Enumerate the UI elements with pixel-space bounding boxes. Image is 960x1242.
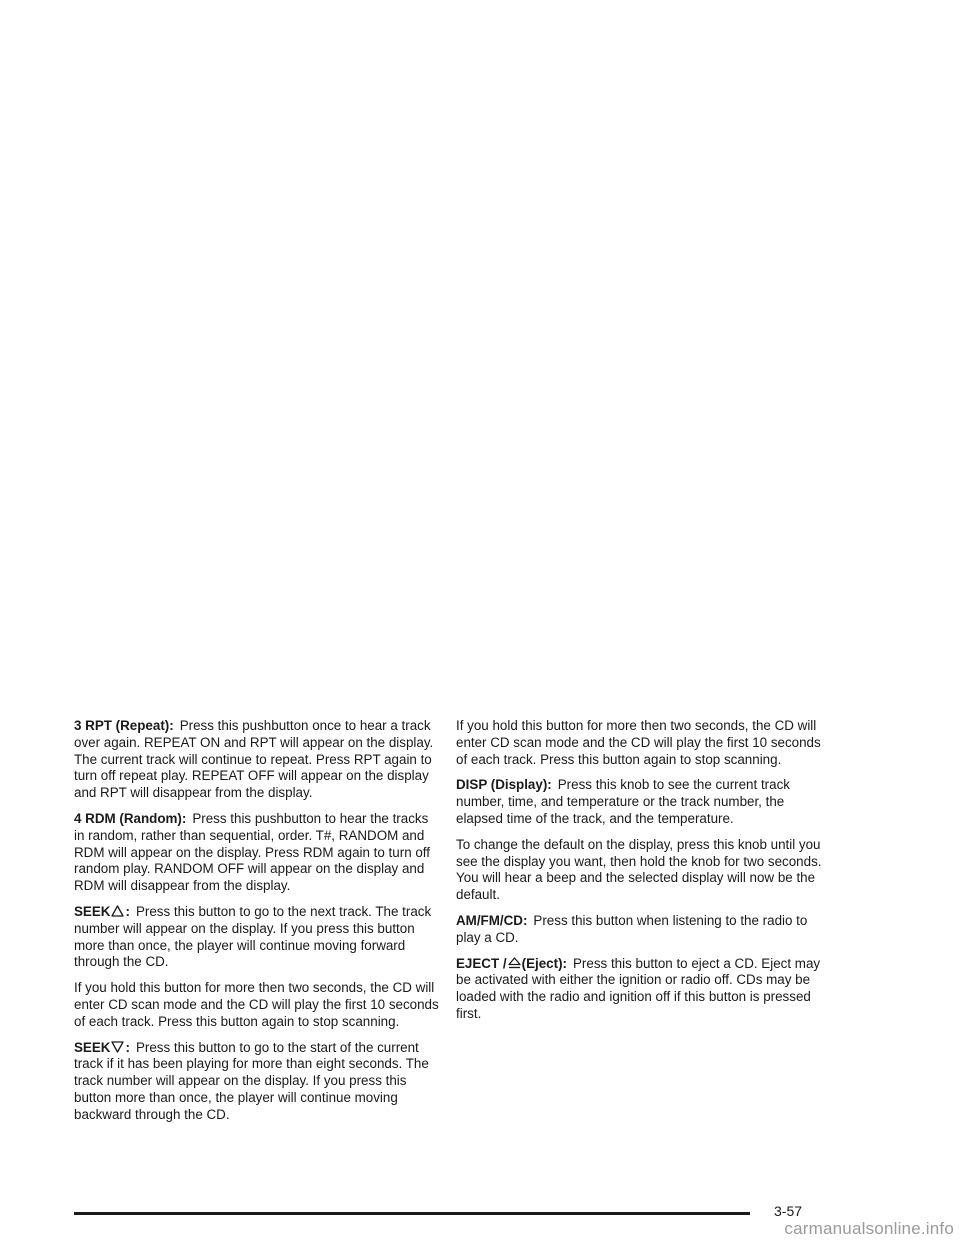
right-column (456, 718, 822, 1032)
amfmcd-body: Press this button when listening to the radio to play a CD. (456, 912, 808, 945)
rpt-body: Press this pushbutton once to hear a track over again. REPEAT ON and RPT will appear on the display. The current track will continue to repeat. Press RPT again to turn off repeat play. REPEAT OFF will appear on the display and RPT will disappear from the display. (74, 718, 434, 801)
amfmcd-term: AM/FM/CD: (456, 912, 528, 928)
seek-up-colon: : (125, 903, 130, 919)
seek-down-colon: : (125, 1039, 130, 1055)
seek-up-paragraph (74, 904, 440, 971)
seek-up-body: Press this button to go to the next track. The track number will appear on the display. If you press this button more than once, the player will continue moving forward through the CD. (74, 903, 432, 970)
eject-term-suffix: (Eject): (521, 955, 567, 971)
watermark: carmanualsonline.info (784, 1219, 954, 1238)
page-number: 3-57 (774, 1203, 803, 1219)
seek-up-hold-paragraph: If you hold this button for more then two seconds, the CD will enter CD scan mode and the CD will play the first 10 seconds of each track. Press this button again to stop scanning. (74, 980, 439, 1029)
rpt-term: 3 RPT (Repeat): (74, 718, 174, 733)
eject-term-prefix: EJECT / (456, 955, 507, 971)
disp-body: Press this knob to see the current track number, time, and temperature or the track number, the elapsed time of the track, and the temperature. (456, 777, 790, 826)
seek-up-triangle-icon (111, 905, 124, 917)
seek-down-term: SEEK (74, 1039, 111, 1055)
disp-default-paragraph: To change the default on the display, press this knob until you see the display you want, then hold the knob for two seconds. You will hear a beep and the selected display will now be the default. (456, 836, 822, 903)
seek-down-triangle-icon (111, 1041, 124, 1053)
seek-down-hold-paragraph: If you hold this button for more then two seconds, the CD will enter CD scan mode and the CD will play the first 10 seconds of each track. Press this button again to stop scanning. (456, 718, 821, 767)
eject-paragraph (456, 956, 822, 1023)
eject-body: Press this button to eject a CD. Eject may be activated with either the ignition or radio off. CDs may be loaded with the radio and ignition off if this button is pressed first. (456, 955, 821, 1021)
amfmcd-paragraph (456, 913, 822, 947)
seek-up-term: SEEK (74, 903, 111, 919)
disp-paragraph (456, 777, 822, 827)
seek-down-body: Press this button to go to the start of the current track if it has been playing for more than eight seconds. The track number will appear on the display. If you press this button more than once, the player will continue moving backward through the CD. (74, 1039, 429, 1122)
rdm-paragraph (74, 811, 440, 895)
rdm-body: Press this pushbutton to hear the tracks in random, rather than sequential, order. T#, RANDOM and RDM will appear on the display. Press RDM again to turn off random play. RANDOM OFF will appear on the display and RDM will disappear from the display. (74, 810, 431, 894)
seek-down-paragraph (74, 1040, 440, 1124)
eject-icon (508, 957, 521, 969)
left-column (74, 718, 440, 1133)
footer-rule (74, 1212, 750, 1215)
rpt-paragraph (74, 718, 440, 802)
rdm-term: 4 RDM (Random): (74, 810, 187, 826)
disp-term: DISP (Display): (456, 777, 552, 793)
